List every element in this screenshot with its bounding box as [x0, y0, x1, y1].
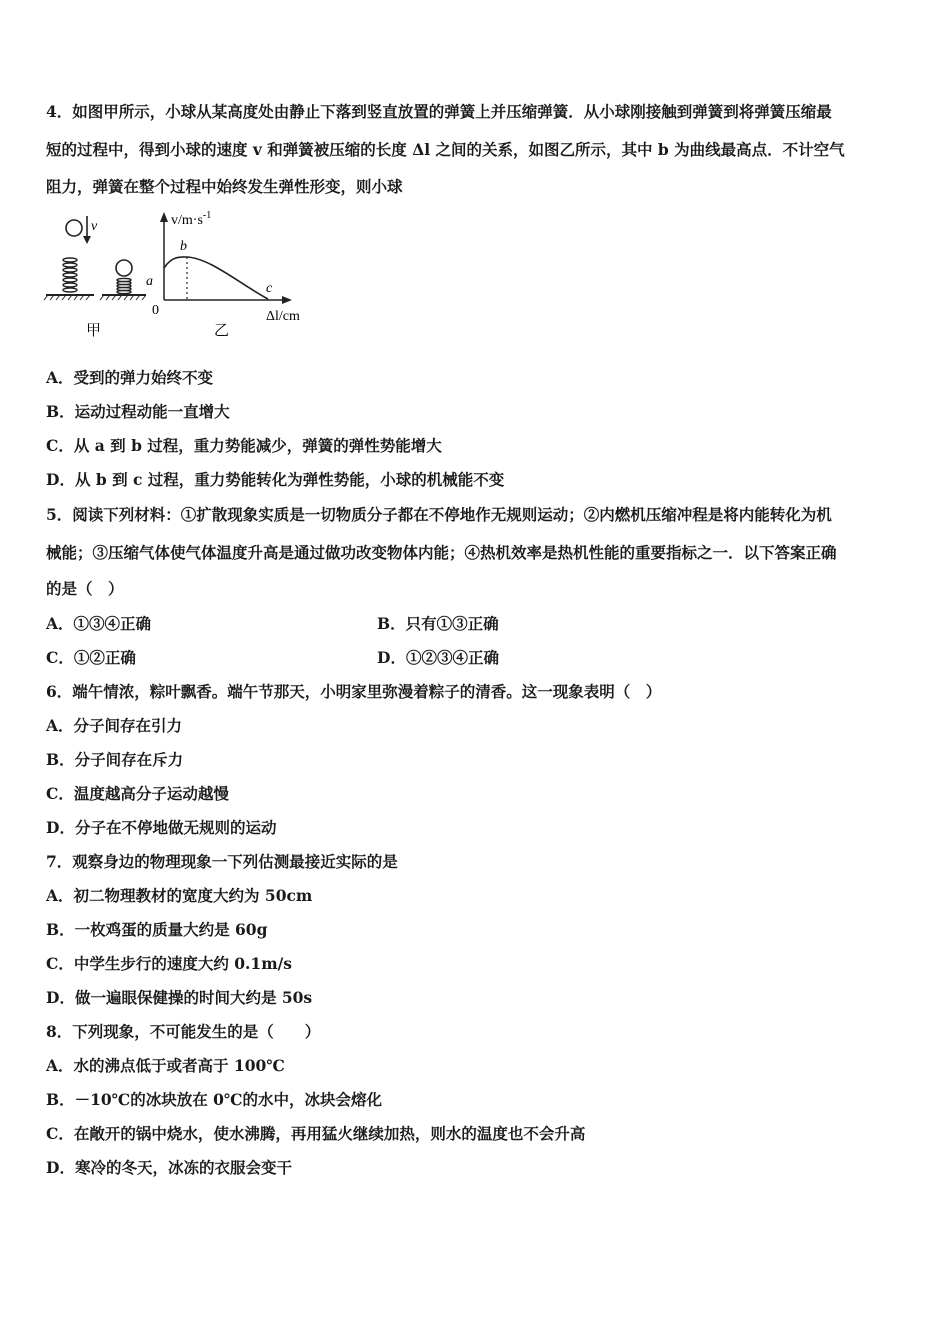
q4-option-b: B．运动过程动能一直增大: [46, 402, 230, 421]
q8-option-b: B．－10℃的冰块放在 0℃的水中，冰块会熔化: [46, 1090, 382, 1109]
uncompressed-spring: [63, 258, 77, 292]
q7-option-d: D．做一遍眼保健操的时间大约是 50s: [46, 988, 313, 1007]
spring-velocity-diagram: [40, 204, 330, 346]
q5-option-d: D．①②③④正确: [377, 648, 499, 667]
point-b-label: b: [180, 239, 187, 254]
point-a-label: a: [146, 274, 153, 289]
y-axis-label: $v/m\cdot s^{-1}$: [171, 210, 212, 228]
q7-stem: 7．观察身边的物理现象一下列估测最接近实际的是: [46, 852, 398, 871]
falling-ball: [66, 220, 82, 236]
q6-option-b: B．分子间存在斥力: [46, 750, 184, 769]
q8-stem: 8．下列现象，不可能发生的是（ ）: [46, 1022, 321, 1041]
q6-option-c: C．温度越高分子运动越慢: [46, 784, 229, 803]
compressed-spring: [117, 278, 131, 293]
q5-option-b: B．只有①③正确: [377, 614, 499, 633]
q8-option-d: D．寒冷的冬天，冰冻的衣服会变干: [46, 1158, 292, 1177]
point-c-label: c: [266, 281, 273, 296]
x-axis-arrow: [282, 296, 292, 304]
q4-stem-line-2: 短的过程中，得到小球的速度 v 和弹簧被压缩的长度 Δl 之间的关系，如图乙所示，其中 b 为曲线最高点．不计空气: [46, 140, 845, 159]
velocity-curve: [164, 257, 268, 299]
origin-label: 0: [152, 303, 159, 318]
q5-stem-line-3: 的是（ ）: [46, 579, 124, 598]
q7-option-a: A．初二物理教材的宽度大约为 50cm: [46, 886, 313, 905]
q7-option-c: C．中学生步行的速度大约 0.1m/s: [46, 954, 292, 973]
q4-stem-line-3: 阻力，弹簧在整个过程中始终发生弹性形变，则小球: [46, 177, 403, 196]
label-yi: 乙: [214, 323, 230, 339]
velocity-arrowhead: [83, 236, 91, 244]
q5-option-c: C．①②正确: [46, 648, 136, 667]
q4-option-c: C．从 a 到 b 过程，重力势能减少，弹簧的弹性势能增大: [46, 436, 442, 455]
ball-on-spring: [116, 260, 132, 276]
q7-option-b: B．一枚鸡蛋的质量大约是 60g: [46, 920, 268, 939]
q6-stem: 6．端午情浓，粽叶飘香。端午节那天，小明家里弥漫着粽子的清香。这一现象表明（ ）: [46, 682, 662, 701]
q6-option-d: D．分子在不停地做无规则的运动: [46, 818, 277, 837]
q8-option-a: A．水的沸点低于或者高于 100℃: [46, 1056, 285, 1075]
q5-stem-line-1: 5．阅读下列材料：①扩散现象实质是一切物质分子都在不停地作无规则运动；②内燃机压缩冲程是将内能转化为机: [46, 505, 832, 524]
label-jia: 甲: [86, 323, 102, 339]
y-axis-arrow: [160, 212, 168, 222]
q4-option-a: A．受到的弹力始终不变: [46, 368, 214, 387]
q4-option-d: D．从 b 到 c 过程，重力势能转化为弹性势能，小球的机械能不变: [46, 470, 505, 489]
v-arrow-label: v: [91, 219, 98, 234]
q4-stem-line-1: 4．如图甲所示，小球从某高度处由静止下落到竖直放置的弹簧上并压缩弹簧．从小球刚接触到弹簧到将弹簧压缩最: [46, 102, 832, 121]
x-axis-label: Δl/cm: [266, 309, 300, 324]
q5-stem-line-2: 械能；③压缩气体使气体温度升高是通过做功改变物体内能；④热机效率是热机性能的重要指标之一．以下答案正确: [46, 543, 837, 562]
q8-option-c: C．在敞开的锅中烧水，使水沸腾，再用猛火继续加热，则水的温度也不会升高: [46, 1124, 586, 1143]
q5-option-a: A．①③④正确: [46, 614, 152, 633]
q6-option-a: A．分子间存在引力: [46, 716, 183, 735]
q4-figure: [40, 204, 330, 346]
